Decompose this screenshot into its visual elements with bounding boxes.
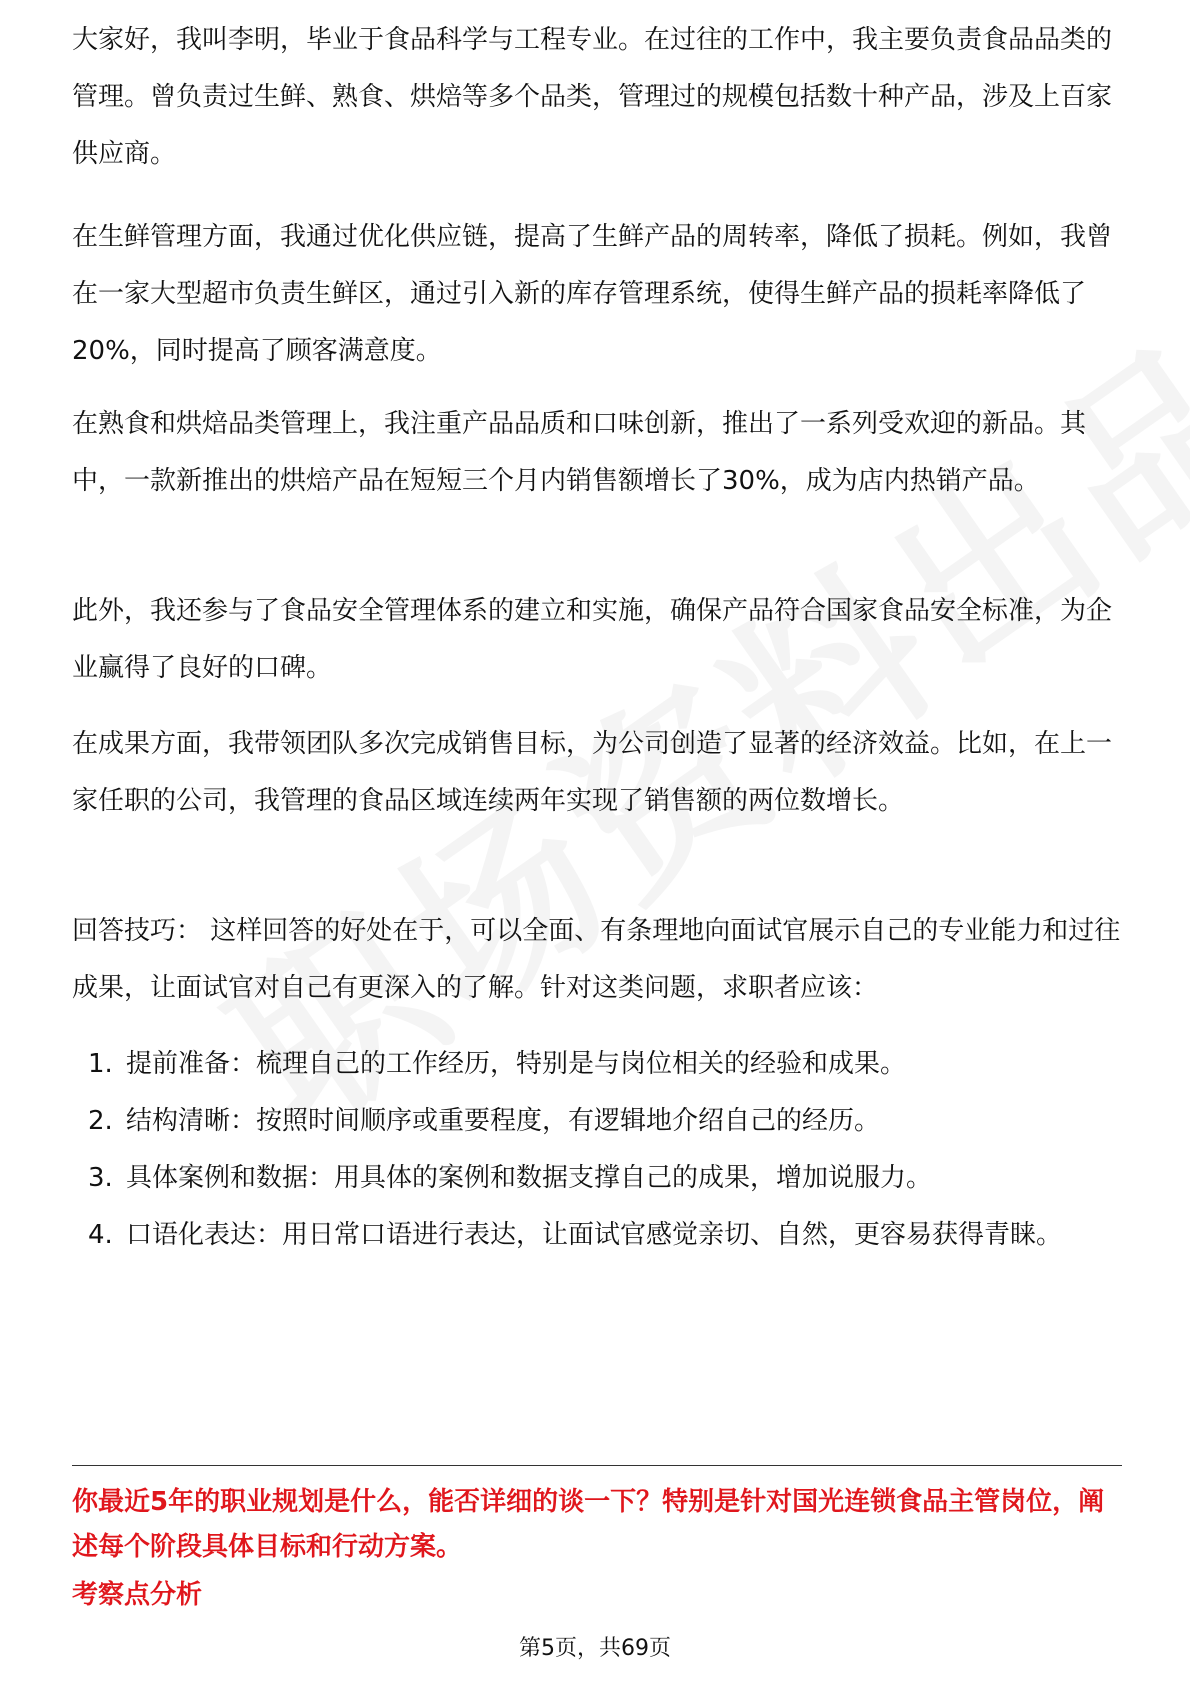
list-item — [72, 1150, 1122, 1207]
page-number: 第5页，共69页 — [519, 1636, 671, 1661]
list-number: 4. — [88, 1220, 113, 1250]
fresh-management-paragraph: 在生鲜管理方面，我通过优化供应链，提高了生鲜产品的周转率，降低了损耗。例如，我曾在一家大型超市负责生鲜区，通过引入新的库存管理系统，使得生鲜产品的损耗率降低了20%，同时提高了顾客满意度。 — [72, 222, 1113, 366]
tips-list — [72, 1036, 1122, 1264]
section-heading: 考察点分析 — [72, 1580, 203, 1610]
list-item — [72, 1093, 1122, 1150]
intro-paragraph: 大家好，我叫李明，毕业于食品科学与工程专业。在过往的工作中，我主要负责食品品类的管理。曾负责过生鲜、熟食、烘焙等多个品类，管理过的规模包括数十种产品，涉及上百家供应商。 — [72, 25, 1113, 169]
achievements-paragraph: 在成果方面，我带领团队多次完成销售目标，为公司创造了显著的经济效益。比如，在上一家任职的公司，我管理的食品区域连续两年实现了销售额的两位数增长。 — [72, 729, 1113, 816]
list-text: 口语化表达：用日常口语进行表达，让面试官感觉亲切、自然，更容易获得青睐。 — [126, 1220, 1063, 1250]
food-safety-paragraph: 此外，我还参与了食品安全管理体系的建立和实施，确保产品符合国家食品安全标准，为企业赢得了良好的口碑。 — [72, 596, 1113, 683]
section-divider — [72, 1465, 1122, 1466]
interview-question: 你最近5年的职业规划是什么，能否详细的谈一下？特别是针对国光连锁食品主管岗位，阐述每个阶段具体目标和行动方案。 — [72, 1487, 1105, 1562]
list-number: 2. — [88, 1106, 113, 1136]
list-number: 3. — [88, 1163, 113, 1193]
answer-tips-paragraph: 回答技巧： 这样回答的好处在于，可以全面、有条理地向面试官展示自己的专业能力和过往成果，让面试官对自己有更深入的了解。针对这类问题，求职者应该： — [72, 916, 1121, 1003]
list-text: 结构清晰：按照时间顺序或重要程度，有逻辑地介绍自己的经历。 — [126, 1106, 881, 1136]
list-item — [72, 1036, 1122, 1093]
list-number: 1. — [88, 1049, 113, 1079]
list-text: 具体案例和数据：用具体的案例和数据支撑自己的成果，增加说服力。 — [126, 1163, 933, 1193]
list-item — [72, 1207, 1122, 1264]
list-text: 提前准备：梳理自己的工作经历，特别是与岗位相关的经验和成果。 — [126, 1049, 907, 1079]
deli-bakery-paragraph: 在熟食和烘焙品类管理上，我注重产品品质和口味创新，推出了一系列受欢迎的新品。其中，一款新推出的烘焙产品在短短三个月内销售额增长了30%，成为店内热销产品。 — [72, 409, 1087, 496]
